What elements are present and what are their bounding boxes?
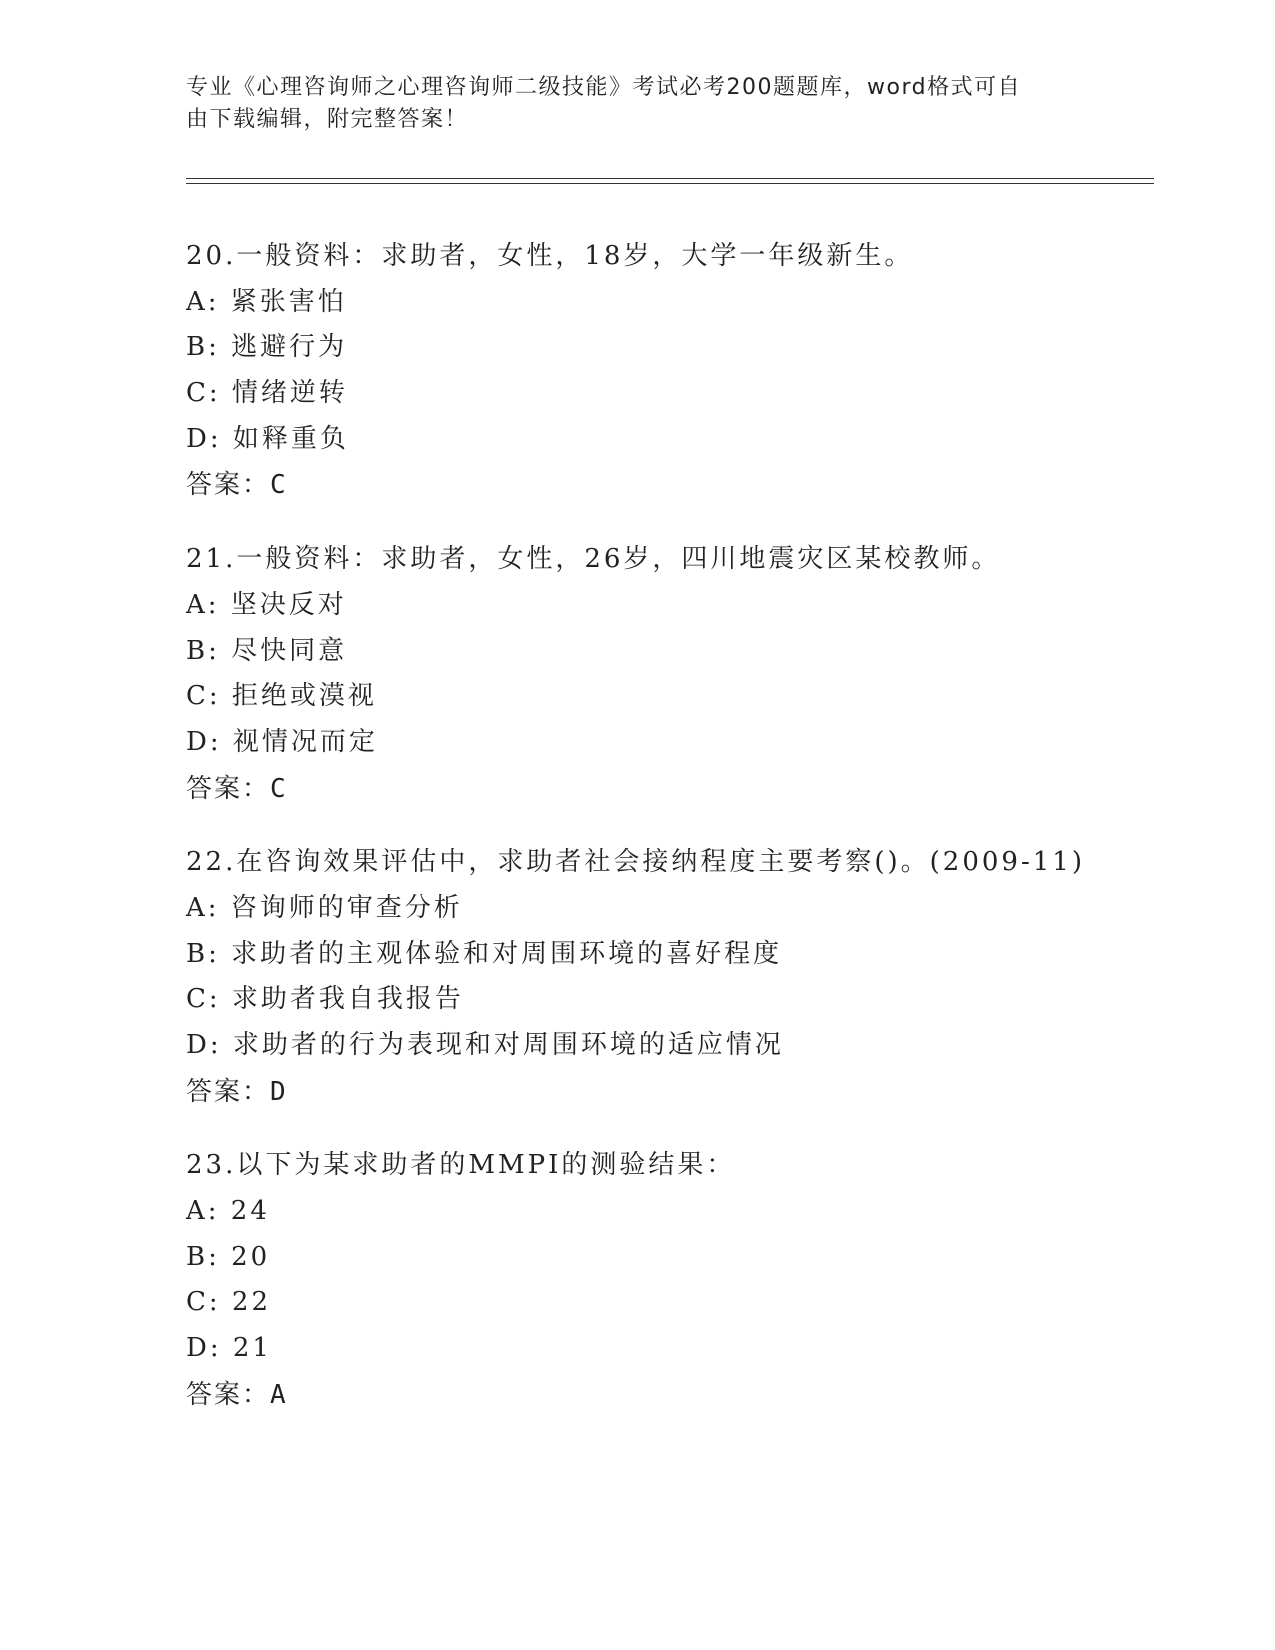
header-divider-top (186, 178, 1154, 179)
option-a: A: 咨询师的审查分析 (186, 892, 463, 923)
question-stem: 23.以下为某求助者的MMPI的测验结果： (186, 1150, 736, 1181)
header-divider-bottom (186, 183, 1154, 184)
option-d: D: 求助者的行为表现和对周围环境的适应情况 (186, 1030, 784, 1060)
answer-label: 答案： (186, 1076, 271, 1107)
option-d: D: 如释重负 (186, 423, 349, 454)
header-line-2: 由下载编辑，附完整答案！ (186, 107, 469, 132)
option-b: B: 尽快同意 (186, 635, 348, 666)
answer-value: D (270, 1076, 286, 1107)
answer-label: 答案： (186, 470, 271, 501)
header-line-1: 专业《心理咨询师之心理咨询师二级技能》考试必考200题题库，word格式可自 (186, 75, 1022, 100)
answer-label: 答案： (186, 1379, 271, 1410)
answer-line (186, 766, 1154, 812)
option-b: B: 求助者的主观体验和对周围环境的喜好程度 (186, 938, 783, 969)
option-d: D: 视情况而定 (186, 726, 378, 757)
option-c: C: 拒绝或漠视 (186, 681, 377, 712)
answer-line (186, 1069, 1154, 1115)
answer-line (186, 1372, 1154, 1418)
option-a: A: 紧张害怕 (186, 286, 347, 317)
option-a: A: 坚决反对 (186, 589, 347, 620)
option-c: C: 求助者我自我报告 (186, 984, 464, 1015)
answer-label: 答案： (186, 773, 271, 804)
answer-value: A (270, 1379, 286, 1410)
question-item (186, 537, 1154, 811)
question-stem: 22.在咨询效果评估中，求助者社会接纳程度主要考察()。(2009-11) (186, 847, 1085, 878)
question-stem: 21.一般资料：求助者，女性，26岁，四川地震灾区某校教师。 (186, 544, 1001, 575)
answer-value: C (270, 773, 286, 804)
option-b: B: 20 (186, 1241, 271, 1272)
question-item (186, 234, 1154, 508)
option-d: D: 21 (186, 1333, 272, 1364)
question-stem: 20.一般资料：求助者，女性，18岁，大学一年级新生。 (186, 241, 914, 271)
question-item (186, 1143, 1154, 1417)
answer-line (186, 462, 1154, 508)
option-c: C: 22 (186, 1287, 272, 1318)
option-a: A: 24 (186, 1196, 270, 1227)
question-item (186, 840, 1154, 1114)
question-list (186, 234, 1154, 1447)
answer-value: C (270, 470, 286, 501)
option-b: B: 逃避行为 (186, 332, 348, 363)
document-header (186, 72, 1066, 136)
option-c: C: 情绪逆转 (186, 378, 348, 409)
